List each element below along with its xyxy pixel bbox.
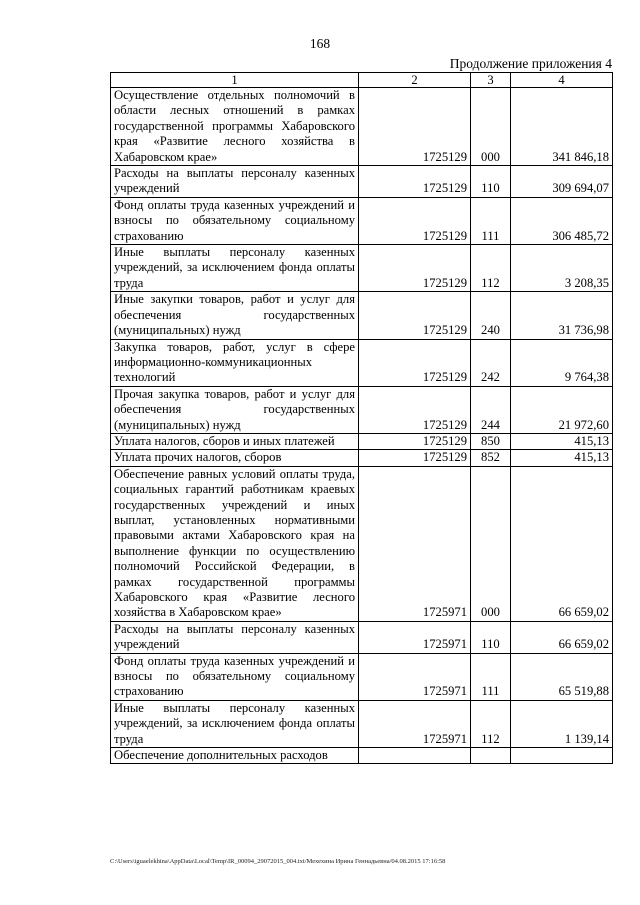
row-code: 1725971: [359, 621, 471, 653]
row-amount: 1 139,14: [511, 700, 613, 747]
row-code: 1725129: [359, 433, 471, 449]
row-name: Фонд оплаты труда казенных учреждений и взносы по обязательному социальному страхованию: [111, 653, 359, 700]
table-row: [111, 466, 613, 621]
row-name: Осуществление отдельных полномочий в области лесных отношений в рамках государственной программы Хабаровского края «Развитие лесного хозяйства в Хабаровском крае»: [111, 88, 359, 166]
row-code: 1725129: [359, 197, 471, 244]
row-name: Расходы на выплаты персоналу казенных учреждений: [111, 621, 359, 653]
row-type: 000: [471, 466, 511, 621]
row-code: 1725129: [359, 245, 471, 292]
row-amount: 309 694,07: [511, 166, 613, 198]
row-code: 1725971: [359, 466, 471, 621]
row-code: 1725129: [359, 450, 471, 466]
row-type: [471, 748, 511, 764]
budget-table: [110, 72, 613, 764]
row-type: 000: [471, 88, 511, 166]
page-number: 168: [309, 36, 331, 51]
row-type: 110: [471, 166, 511, 198]
table-row: [111, 433, 613, 449]
row-code: 1725971: [359, 653, 471, 700]
table-row: [111, 339, 613, 386]
row-amount: 66 659,02: [511, 621, 613, 653]
row-amount: 3 208,35: [511, 245, 613, 292]
row-name: Уплата налогов, сборов и иных платежей: [111, 433, 359, 449]
row-amount: 65 519,88: [511, 653, 613, 700]
row-type: 240: [471, 292, 511, 339]
table-row: [111, 88, 613, 166]
row-amount: [511, 748, 613, 764]
document-footer-path: C:\Users\iguaelekhina\AppData\Local\Temp\IR_00094_29072015_004.txt/Мехехина Ирина Геннадьевна/04.08.2015 17:16:58: [110, 858, 446, 865]
row-amount: 415,13: [511, 433, 613, 449]
row-type: 244: [471, 386, 511, 433]
column-header-amount: 4: [511, 73, 613, 88]
row-type: 111: [471, 197, 511, 244]
table-row: [111, 386, 613, 433]
appendix-continuation-label: Продолжение приложения 4: [449, 56, 612, 71]
table-row: [111, 197, 613, 244]
row-type: 112: [471, 700, 511, 747]
row-amount: 341 846,18: [511, 88, 613, 166]
row-name: Обеспечение дополнительных расходов: [111, 748, 359, 764]
table-row: [111, 653, 613, 700]
row-amount: 415,13: [511, 450, 613, 466]
row-name: Расходы на выплаты персоналу казенных учреждений: [111, 166, 359, 198]
row-name: Фонд оплаты труда казенных учреждений и взносы по обязательному социальному страхованию: [111, 197, 359, 244]
table-row: [111, 700, 613, 747]
row-code: [359, 748, 471, 764]
column-header-name: 1: [111, 73, 359, 88]
row-code: 1725129: [359, 166, 471, 198]
row-name: Иные закупки товаров, работ и услуг для обеспечения государственных (муниципальных) нужд: [111, 292, 359, 339]
table-header-row: [111, 73, 613, 88]
row-code: 1725129: [359, 292, 471, 339]
column-header-type: 3: [471, 73, 511, 88]
table-row: [111, 450, 613, 466]
row-type: 850: [471, 433, 511, 449]
row-name: Закупка товаров, работ, услуг в сфере информационно-коммуникационных технологий: [111, 339, 359, 386]
row-type: 242: [471, 339, 511, 386]
row-name: Уплата прочих налогов, сборов: [111, 450, 359, 466]
row-amount: 306 485,72: [511, 197, 613, 244]
table-body: [111, 88, 613, 764]
row-code: 1725129: [359, 386, 471, 433]
row-name: Прочая закупка товаров, работ и услуг для обеспечения государственных (муниципальных) нужд: [111, 386, 359, 433]
row-type: 111: [471, 653, 511, 700]
row-name: Иные выплаты персоналу казенных учреждений, за исключением фонда оплаты труда: [111, 700, 359, 747]
row-amount: 66 659,02: [511, 466, 613, 621]
row-type: 112: [471, 245, 511, 292]
row-code: 1725129: [359, 88, 471, 166]
row-code: 1725129: [359, 339, 471, 386]
row-name: Иные выплаты персоналу казенных учреждений, за исключением фонда оплаты труда: [111, 245, 359, 292]
table-row: [111, 245, 613, 292]
row-code: 1725971: [359, 700, 471, 747]
table-row: [111, 292, 613, 339]
table-row: [111, 621, 613, 653]
row-type: 852: [471, 450, 511, 466]
row-amount: 21 972,60: [511, 386, 613, 433]
row-amount: 9 764,38: [511, 339, 613, 386]
row-amount: 31 736,98: [511, 292, 613, 339]
table-row: [111, 748, 613, 764]
table-row: [111, 166, 613, 198]
row-type: 110: [471, 621, 511, 653]
row-name: Обеспечение равных условий оплаты труда, социальных гарантий работникам краевых государственных учреждений и иных выплат, установленных нормативными правовыми актами Хабаровского края на выполнение функции по осуществлению полномочий Российской Федерации, в рамках государственной программы Хабаровского края «Развитие лесного хозяйства в Хабаровском крае»: [111, 466, 359, 621]
column-header-code: 2: [359, 73, 471, 88]
